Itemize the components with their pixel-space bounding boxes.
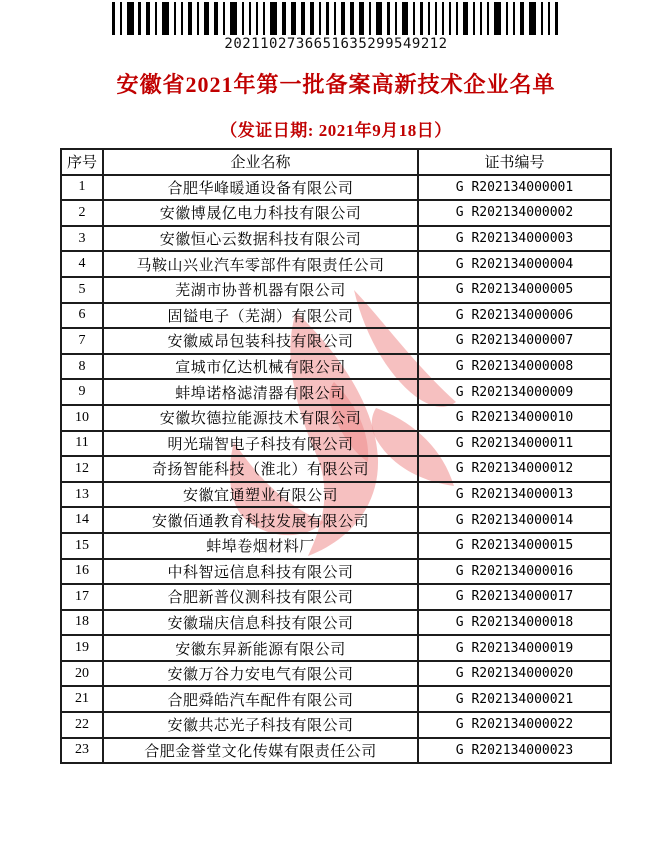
company-name-cell: 芜湖市协普机器有限公司 [103, 277, 418, 303]
row-number-cell: 23 [61, 738, 103, 764]
company-name-cell: 安徽瑞庆信息科技有限公司 [103, 610, 418, 636]
table-row [61, 277, 611, 303]
company-name-cell: 安徽东昇新能源有限公司 [103, 635, 418, 661]
company-name-cell: 安徽万谷力安电气有限公司 [103, 661, 418, 687]
table-row [61, 635, 611, 661]
table-row [61, 712, 611, 738]
certificate-number-cell: G R202134000005 [418, 277, 611, 303]
table-row [61, 610, 611, 636]
row-number-cell: 18 [61, 610, 103, 636]
barcode [112, 2, 558, 35]
table-row [61, 661, 611, 687]
company-name-cell: 奇扬智能科技（淮北）有限公司 [103, 456, 418, 482]
certificate-number-cell: G R202134000012 [418, 456, 611, 482]
header-company-name: 企业名称 [103, 149, 418, 175]
row-number-cell: 22 [61, 712, 103, 738]
table-row [61, 559, 611, 585]
certificate-number-cell: G R202134000023 [418, 738, 611, 764]
row-number-cell: 2 [61, 200, 103, 226]
row-number-cell: 12 [61, 456, 103, 482]
table-row [61, 686, 611, 712]
table-row [61, 456, 611, 482]
company-name-cell: 合肥华峰暖通设备有限公司 [103, 175, 418, 201]
header-index: 序号 [61, 149, 103, 175]
table-row [61, 507, 611, 533]
company-name-cell: 固镒电子（芜湖）有限公司 [103, 303, 418, 329]
table-row [61, 328, 611, 354]
row-number-cell: 14 [61, 507, 103, 533]
table-row [61, 482, 611, 508]
company-name-cell: 安徽威昂包装科技有限公司 [103, 328, 418, 354]
row-number-cell: 21 [61, 686, 103, 712]
certificate-number-cell: G R202134000003 [418, 226, 611, 252]
row-number-cell: 7 [61, 328, 103, 354]
company-name-cell: 明光瑞智电子科技有限公司 [103, 431, 418, 457]
row-number-cell: 20 [61, 661, 103, 687]
table-row [61, 175, 611, 201]
company-name-cell: 蚌埠诺格滤清器有限公司 [103, 379, 418, 405]
document-title: 安徽省2021年第一批备案高新技术企业名单 [116, 72, 556, 97]
certificate-number-cell: G R202134000009 [418, 379, 611, 405]
certificate-number-cell: G R202134000008 [418, 354, 611, 380]
row-number-cell: 10 [61, 405, 103, 431]
table-row [61, 431, 611, 457]
certificate-number-cell: G R202134000018 [418, 610, 611, 636]
table-row [61, 226, 611, 252]
company-name-cell: 安徽共芯光子科技有限公司 [103, 712, 418, 738]
row-number-cell: 9 [61, 379, 103, 405]
row-number-cell: 19 [61, 635, 103, 661]
header-certificate-number: 证书编号 [418, 149, 611, 175]
table-row [61, 533, 611, 559]
company-name-cell: 马鞍山兴业汽车零部件有限责任公司 [103, 251, 418, 277]
row-number-cell: 16 [61, 559, 103, 585]
certificate-number-cell: G R202134000020 [418, 661, 611, 687]
company-table [60, 148, 612, 764]
row-number-cell: 3 [61, 226, 103, 252]
company-name-cell: 安徽佰通教育科技发展有限公司 [103, 507, 418, 533]
table-row [61, 379, 611, 405]
certificate-number-cell: G R202134000022 [418, 712, 611, 738]
row-number-cell: 11 [61, 431, 103, 457]
certificate-number-cell: G R202134000001 [418, 175, 611, 201]
table-row [61, 354, 611, 380]
certificate-number-cell: G R202134000013 [418, 482, 611, 508]
company-name-cell: 中科智远信息科技有限公司 [103, 559, 418, 585]
company-name-cell: 安徽宜通塑业有限公司 [103, 482, 418, 508]
row-number-cell: 13 [61, 482, 103, 508]
table-row [61, 303, 611, 329]
company-name-cell: 宣城市亿达机械有限公司 [103, 354, 418, 380]
company-name-cell: 合肥新普仪测科技有限公司 [103, 584, 418, 610]
company-name-cell: 蚌埠卷烟材料厂 [103, 533, 418, 559]
certificate-number-cell: G R202134000017 [418, 584, 611, 610]
certificate-number-cell: G R202134000016 [418, 559, 611, 585]
row-number-cell: 1 [61, 175, 103, 201]
certificate-number-cell: G R202134000011 [418, 431, 611, 457]
table-body [61, 175, 611, 764]
certificate-number-cell: G R202134000004 [418, 251, 611, 277]
certificate-number-cell: G R202134000007 [418, 328, 611, 354]
company-name-cell: 安徽博晟亿电力科技有限公司 [103, 200, 418, 226]
certificate-number-cell: G R202134000019 [418, 635, 611, 661]
table-row [61, 200, 611, 226]
certificate-number-cell: G R202134000015 [418, 533, 611, 559]
barcode-number: 2021102736651635299549212 [224, 36, 448, 52]
certificate-number-cell: G R202134000014 [418, 507, 611, 533]
row-number-cell: 8 [61, 354, 103, 380]
row-number-cell: 4 [61, 251, 103, 277]
table-row [61, 251, 611, 277]
certificate-number-cell: G R202134000006 [418, 303, 611, 329]
company-name-cell: 安徽坎德拉能源技术有限公司 [103, 405, 418, 431]
certificate-number-cell: G R202134000002 [418, 200, 611, 226]
certificate-number-cell: G R202134000021 [418, 686, 611, 712]
table-row [61, 738, 611, 764]
row-number-cell: 17 [61, 584, 103, 610]
row-number-cell: 5 [61, 277, 103, 303]
company-name-cell: 安徽恒心云数据科技有限公司 [103, 226, 418, 252]
table-header-row [61, 149, 611, 175]
table-row [61, 584, 611, 610]
company-name-cell: 合肥舜皓汽车配件有限公司 [103, 686, 418, 712]
row-number-cell: 15 [61, 533, 103, 559]
certificate-number-cell: G R202134000010 [418, 405, 611, 431]
issue-date-line: （发证日期: 2021年9月18日） [220, 121, 452, 140]
row-number-cell: 6 [61, 303, 103, 329]
table-row [61, 405, 611, 431]
company-name-cell: 合肥金誉堂文化传媒有限责任公司 [103, 738, 418, 764]
